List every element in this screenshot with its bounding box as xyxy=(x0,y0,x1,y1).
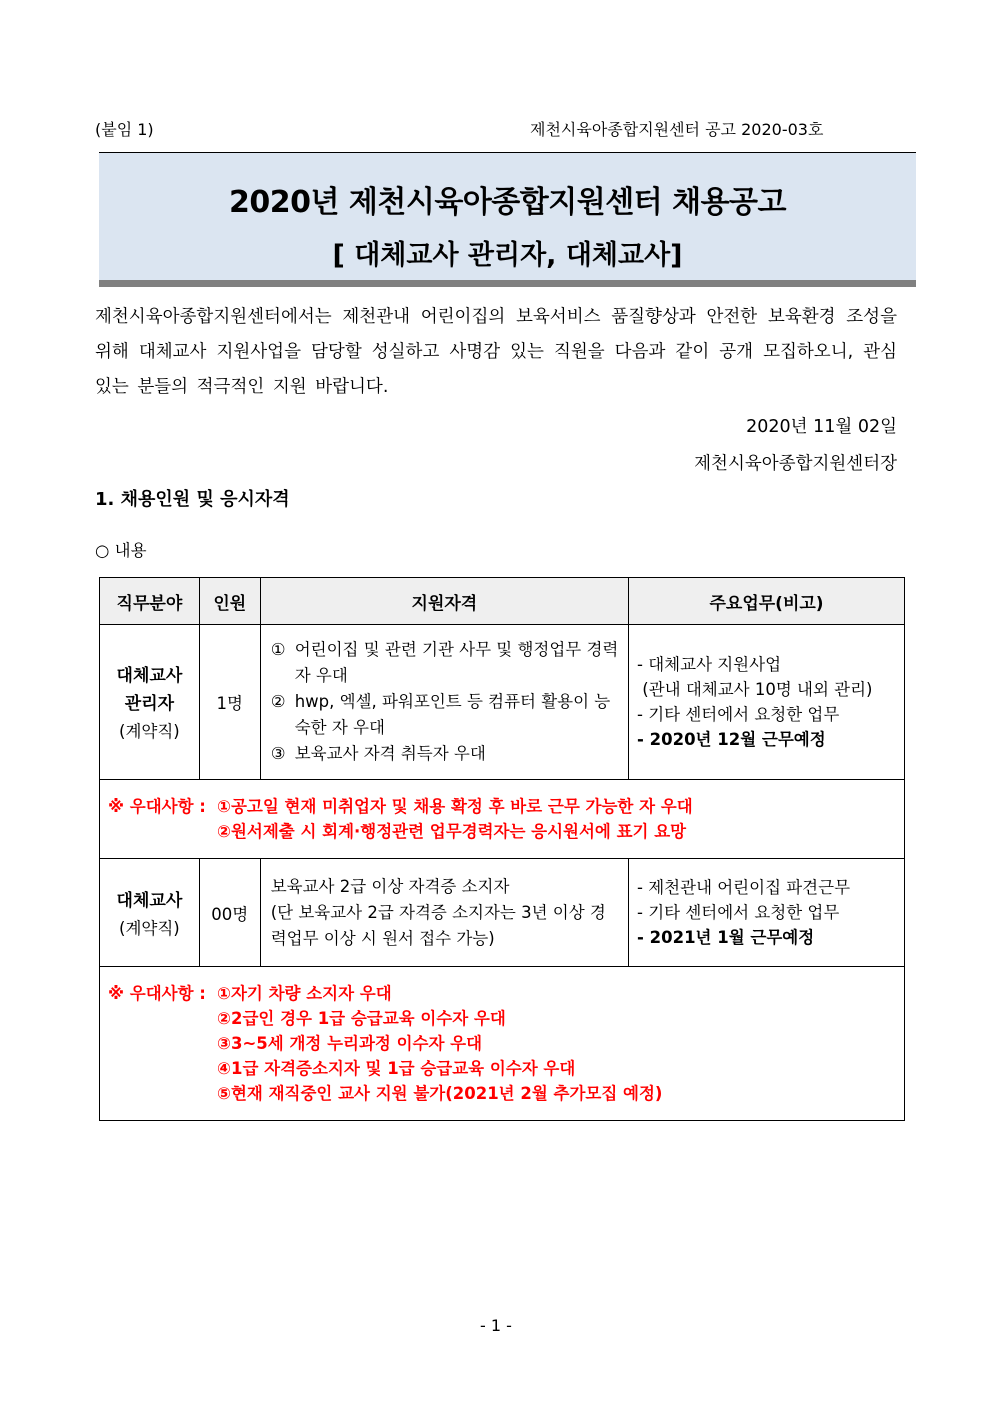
notice-number: 제천시육아종합지원센터 공고 2020-03호 xyxy=(530,120,824,139)
preference-item: ②원서제출 시 회계·행정관련 업무경력자는 응시원서에 표기 요망 xyxy=(217,822,687,841)
preference-item: ⑤현재 재직중인 교사 지원 불가(2021년 2월 추가모집 예정) xyxy=(217,1084,663,1103)
preference-label: ※ 우대사항 : xyxy=(108,984,212,1003)
preference-item: ③3~5세 개정 누리과정 이수자 우대 xyxy=(217,1034,483,1053)
table-header-row xyxy=(100,578,905,625)
header-count: 인원 xyxy=(199,578,260,625)
qualification-item: ③ 보육교사 자격 취득자 우대 xyxy=(270,744,486,763)
qualification-item: (단 보육교사 2급 자격증 소지자는 3년 이상 경력업무 이상 시 원서 접수 가능) xyxy=(270,902,606,948)
role-cell xyxy=(100,625,200,780)
duty-item: - 기타 센터에서 요청한 업무 xyxy=(637,903,840,922)
page-number: - 1 - xyxy=(480,1316,512,1335)
signer: 제천시육아종합지원센터장 xyxy=(694,454,897,474)
intro-paragraph: 제천시육아종합지원센터에서는 제천관내 어린이집의 보육서비스 품질향상과 안전한 보육환경 조성을 위해 대체교사 지원사업을 담당할 성실하고 사명감 있는 직원을 다음과 같이 공개 모집하오니, 관심 있는 분들의 적극적인 지원 바랍니다. xyxy=(95,307,897,397)
preference-row xyxy=(100,967,905,1121)
section-subitem: ○ 내용 xyxy=(95,541,147,560)
duty-item: - 제천관내 어린이집 파견근무 xyxy=(637,878,851,897)
page-title: 2020년 제천시육아종합지원센터 채용공고 xyxy=(228,185,787,220)
role-name-line1: 대체교사 xyxy=(116,890,183,911)
duty-item: (관내 대체교사 10명 내외 관리) xyxy=(637,680,873,699)
preference-row xyxy=(100,780,905,859)
qualification-item: ② hwp, 엑셀, 파워포인트 등 컴퓨터 활용이 능숙한 자 우대 xyxy=(270,692,611,737)
header-field: 직무분야 xyxy=(100,578,200,625)
qualification-cell xyxy=(260,625,628,780)
attachment-label: (붙임 1) xyxy=(95,120,154,139)
page-subtitle: [ 대체교사 관리자, 대체교사] xyxy=(332,240,683,271)
role-type: (계약직) xyxy=(119,918,180,938)
section-title: 1. 채용인원 및 응시자격 xyxy=(95,489,290,510)
preference-cell xyxy=(100,967,905,1121)
notice-date: 2020년 11월 02일 xyxy=(746,417,897,437)
title-banner xyxy=(99,152,916,287)
qualification-cell xyxy=(260,859,628,967)
preference-item: ①자기 차량 소지자 우대 xyxy=(217,984,392,1003)
duty-item: - 기타 센터에서 요청한 업무 xyxy=(637,705,840,724)
duties-cell xyxy=(629,625,905,780)
table-row xyxy=(100,859,905,967)
duties-cell xyxy=(629,859,905,967)
preference-item: ②2급인 경우 1급 승급교육 이수자 우대 xyxy=(217,1009,506,1028)
duty-schedule: - 2020년 12월 근무예정 xyxy=(637,730,826,749)
header-duties: 주요업무(비고) xyxy=(629,578,905,625)
preference-cell xyxy=(100,780,905,859)
qualification-item: ① 어린이집 및 관련 기관 사무 및 행정업무 경력자 우대 xyxy=(270,640,619,685)
role-cell xyxy=(100,859,200,967)
qualification-item: 보육교사 2급 이상 자격증 소지자 xyxy=(270,876,510,896)
role-name-line1: 대체교사 xyxy=(116,666,183,686)
duty-schedule: - 2021년 1월 근무예정 xyxy=(637,928,815,947)
recruitment-table xyxy=(99,577,905,1121)
header-qualification: 지원자격 xyxy=(260,578,628,625)
role-type: (계약직) xyxy=(119,722,180,741)
table-row xyxy=(100,625,905,780)
role-name-line2: 관리자 xyxy=(124,694,175,714)
preference-label: ※ 우대사항 : xyxy=(108,797,212,816)
count-cell: 00명 xyxy=(199,859,260,967)
preference-item: ①공고일 현재 미취업자 및 채용 확정 후 바로 근무 가능한 자 우대 xyxy=(217,797,693,816)
preference-item: ④1급 자격증소지자 및 1급 승급교육 이수자 우대 xyxy=(217,1059,576,1078)
count-cell: 1명 xyxy=(199,625,260,780)
duty-item: - 대체교사 지원사업 xyxy=(637,655,782,674)
